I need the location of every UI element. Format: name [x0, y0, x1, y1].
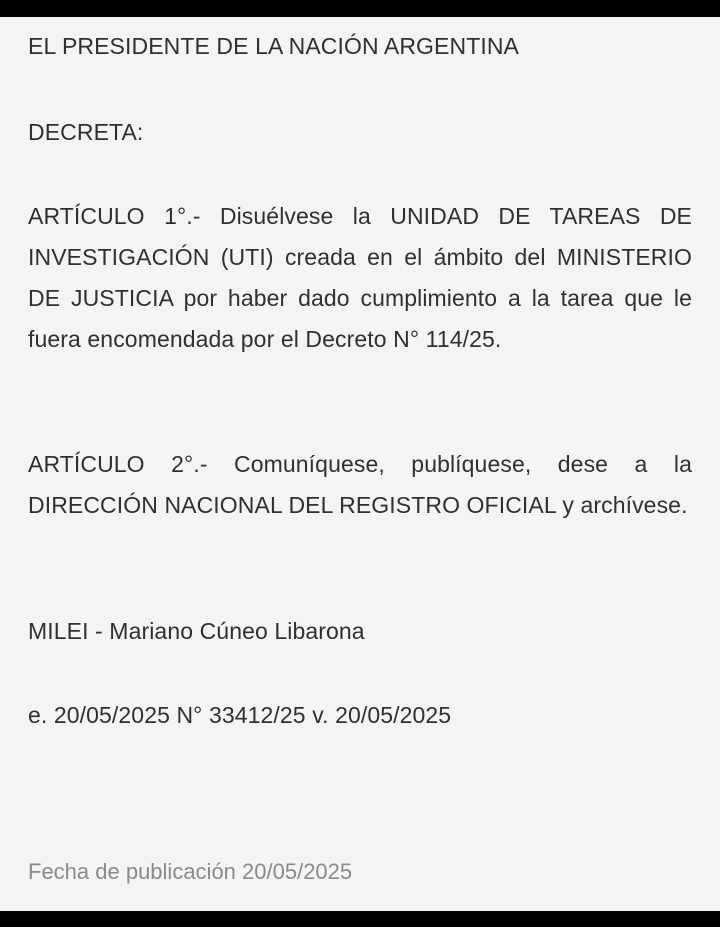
article-2: ARTÍCULO 2°.- Comuníquese, publíquese, dese a la DIRECCIÓN NACIONAL DEL REGISTRO OFICIAL y archívese.	[28, 451, 692, 518]
edition-info: e. 20/05/2025 N° 33412/25 v. 20/05/2025	[28, 702, 452, 728]
decree-document	[0, 17, 720, 911]
article-1: ARTÍCULO 1°.- Disuélvese la UNIDAD DE TAREAS DE INVESTIGACIÓN (UTI) creada en el ámbito del MINISTERIO DE JUSTICIA por haber dado cumplimiento a la tarea que le fuera encomendada por el Decreto N° 114/25.	[28, 203, 692, 352]
decree-heading: EL PRESIDENTE DE LA NACIÓN ARGENTINA	[28, 33, 519, 59]
decreta-label: DECRETA:	[28, 119, 144, 145]
signers: MILEI - Mariano Cúneo Libarona	[28, 618, 365, 644]
status-bar	[0, 0, 720, 17]
navigation-bar	[0, 911, 720, 927]
publication-date: Fecha de publicación 20/05/2025	[28, 859, 353, 884]
